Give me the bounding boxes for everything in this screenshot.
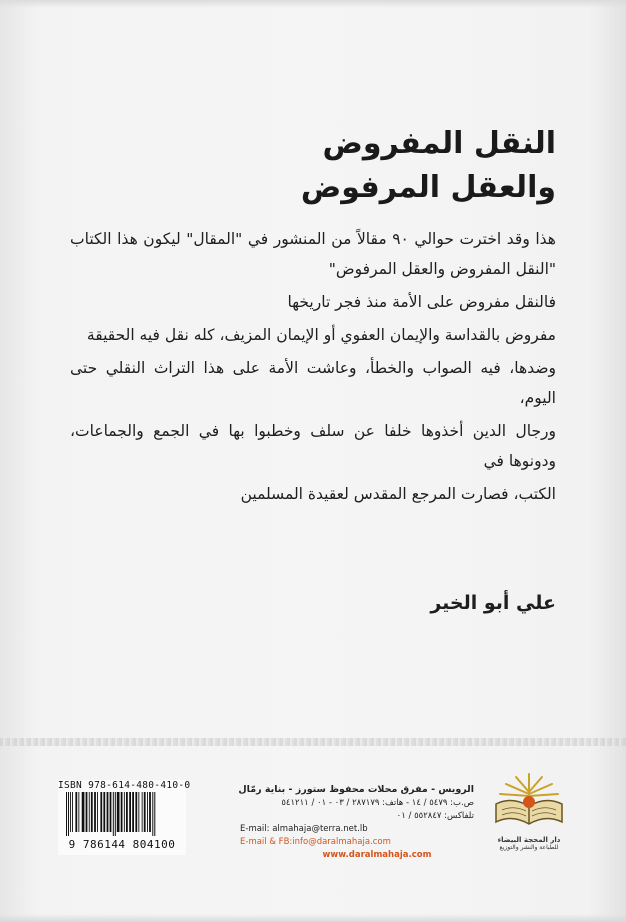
barcode-bar bbox=[113, 792, 114, 836]
barcode-bar bbox=[70, 792, 71, 832]
barcode-bar bbox=[66, 792, 67, 836]
blurb-paragraph: الكتب، فصارت المرجع المقدس لعقيدة المسلمين bbox=[240, 485, 556, 503]
barcode-bar bbox=[103, 792, 105, 832]
barcode-bar bbox=[121, 792, 123, 832]
blurb bbox=[70, 224, 556, 512]
publisher-email-2: E-mail & FB:info@daralmahaja.com bbox=[240, 837, 391, 847]
barcode-bar bbox=[149, 792, 151, 832]
barcode-bars bbox=[64, 792, 180, 836]
cover-top-edge bbox=[0, 0, 626, 8]
barcode-bar bbox=[129, 792, 131, 832]
publisher-email-1: E-mail: almahaja@terra.net.lb bbox=[240, 824, 368, 834]
isbn-label: ISBN 978-614-480-410-0 bbox=[58, 780, 191, 791]
barcode-digits: 9 786144 804100 bbox=[68, 838, 176, 851]
barcode-bar bbox=[152, 792, 153, 836]
book-title bbox=[76, 122, 556, 210]
title-line-1: النقل المفروض bbox=[322, 126, 556, 161]
barcode-bar bbox=[68, 792, 69, 836]
blurb-paragraph: فالنقل مفروض على الأمة منذ فجر تاريخها bbox=[287, 293, 556, 311]
blurb-paragraph: ورجال الدين أخذوها خلفا عن سلف وخطبوا بها في الجمع والجماعات، ودونوها في bbox=[70, 422, 556, 470]
publisher-email bbox=[240, 823, 474, 836]
barcode-bar bbox=[117, 792, 120, 832]
publisher-website: www.daralmahaja.com bbox=[322, 850, 432, 860]
barcode-bar bbox=[97, 792, 98, 832]
barcode-bar bbox=[72, 792, 73, 832]
publisher-logo bbox=[486, 770, 572, 864]
barcode-bar bbox=[115, 792, 116, 836]
binding-seam bbox=[0, 738, 626, 746]
publisher-email-fb-line bbox=[240, 836, 474, 849]
logo-caption-line-1: دار المحجة البيضاء bbox=[497, 836, 561, 844]
barcode-bar bbox=[82, 792, 85, 832]
open-book-logo-icon bbox=[486, 770, 572, 836]
cover-bottom-edge bbox=[0, 914, 626, 922]
author-name: علي أبو الخير bbox=[430, 592, 556, 614]
barcode-bar bbox=[86, 792, 88, 832]
barcode-bar bbox=[91, 792, 93, 832]
barcode-bar bbox=[126, 792, 128, 832]
barcode-bar bbox=[100, 792, 102, 832]
publisher-fax: تلفاكس: ٥٥٢٨٤٧ / ٠١ bbox=[396, 811, 474, 821]
isbn-barcode bbox=[58, 780, 191, 855]
barcode-bar bbox=[147, 792, 148, 832]
logo-caption-line-2: للطباعة والنشر والتوزيع bbox=[499, 844, 559, 851]
barcode-bar bbox=[89, 792, 90, 832]
publisher-pobox-phone: ص.ب: ٥٤٧٩ / ١٤ - هاتف: ٢٨٧١٧٩ / ٠٣ - ٠١ / ٥٤١٢١١ bbox=[281, 798, 474, 808]
barcode-bar bbox=[94, 792, 96, 832]
barcode-bar bbox=[78, 792, 79, 832]
publisher-info bbox=[240, 783, 474, 862]
blurb-paragraph: وضدها، فيه الصواب والخطأ، وعاشت الأمة على هذا التراث النقلي حتى اليوم، bbox=[70, 359, 556, 407]
logo-caption bbox=[486, 836, 572, 852]
barcode-bar bbox=[135, 792, 137, 832]
barcode-bar bbox=[154, 792, 155, 836]
barcode-bar bbox=[110, 792, 112, 832]
barcode-bar bbox=[138, 792, 139, 832]
barcode-bar bbox=[144, 792, 146, 832]
title-line-2: والعقل المرفوض bbox=[300, 170, 556, 205]
barcode-bar bbox=[142, 792, 143, 832]
barcode-bar bbox=[107, 792, 109, 832]
barcode-bar bbox=[75, 792, 77, 832]
barcode-bar bbox=[124, 792, 125, 832]
publisher-address: الرويس - مفرق محلات محفوظ ستورز - بناية رمّال bbox=[238, 784, 474, 795]
blurb-paragraph: مفروض بالقداسة والإيمان العفوي أو الإيمان المزيف، كله نقل فيه الحقيقة bbox=[86, 326, 556, 344]
blurb-paragraph: هذا وقد اخترت حوالي ٩٠ مقالاً من المنشور في "المقال" ليكون هذا الكتاب "النقل المفروض والعقل المرفوض" bbox=[70, 230, 556, 278]
barcode-bar bbox=[132, 792, 134, 832]
